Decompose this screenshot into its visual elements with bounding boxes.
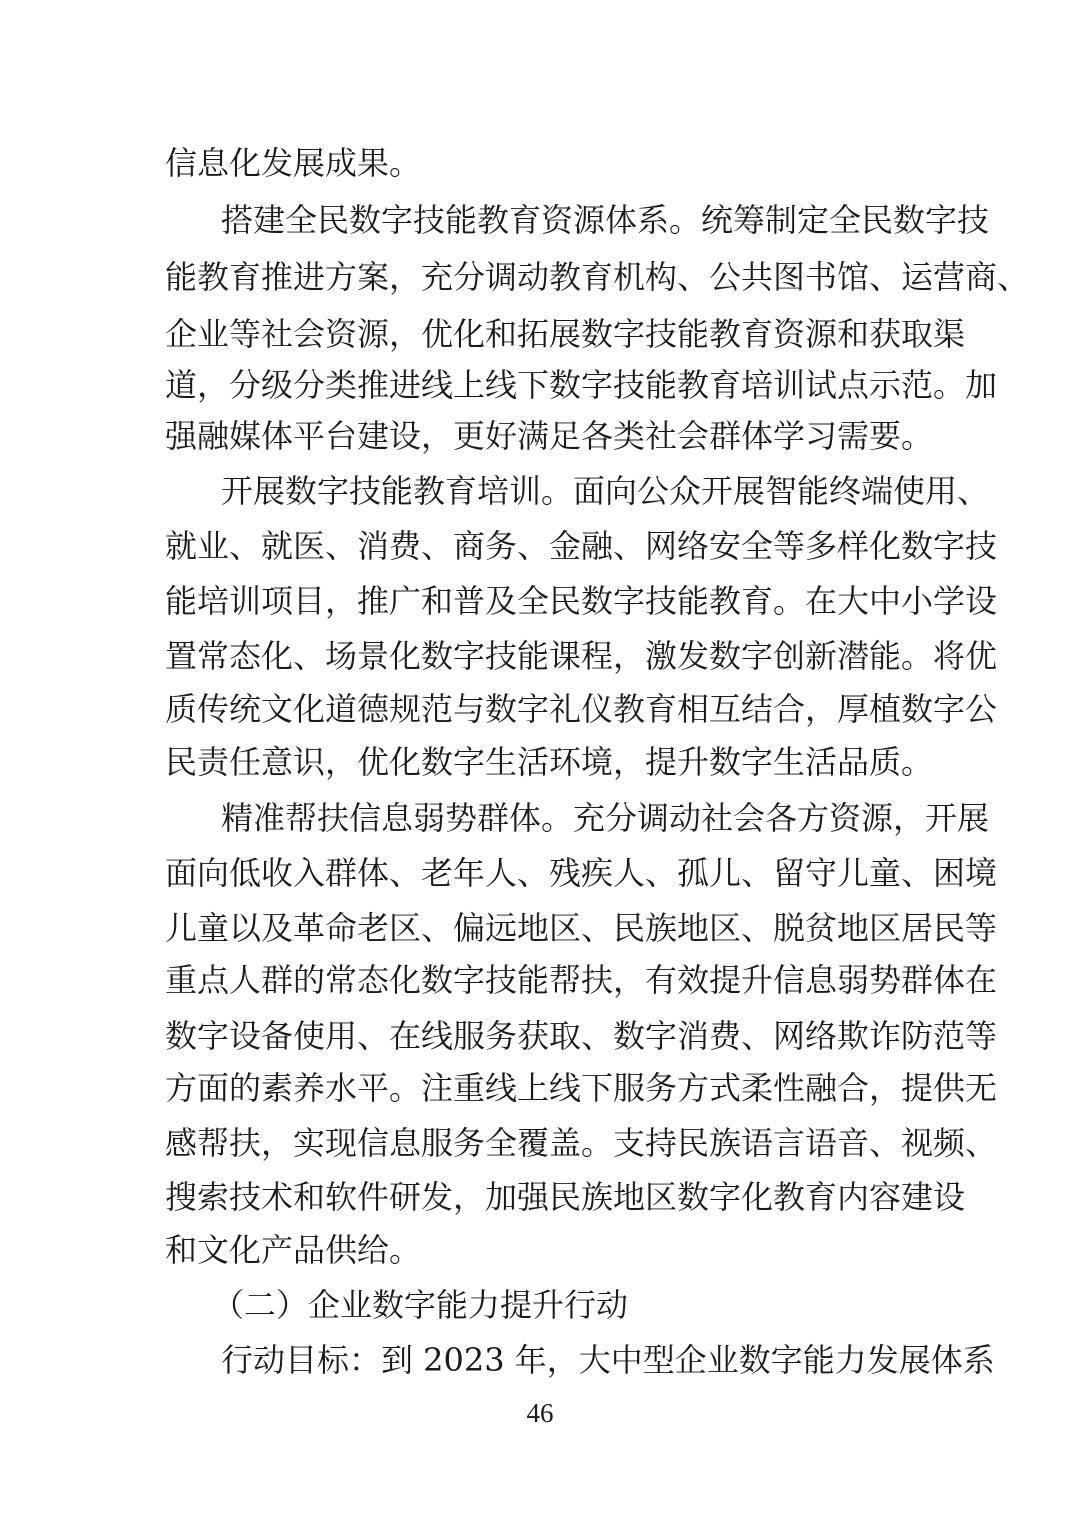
section-heading: （二）企业数字能力提升行动 [212, 1286, 629, 1324]
text-line: 能培训项目，推广和普及全民数字技能教育。在大中小学设 [165, 582, 998, 620]
text-line: 数字设备使用、在线服务获取、数字消费、网络欺诈防范等 [165, 1017, 998, 1055]
text-line: 能教育推进方案，充分调动教育机构、公共图书馆、运营商、 [165, 258, 1030, 296]
text-line: 置常态化、场景化数字技能课程，激发数字创新潜能。将优 [165, 637, 998, 675]
text-line: 搜索技术和软件研发，加强民族地区数字化教育内容建设 [165, 1178, 966, 1216]
text-line: 道，分级分类推进线上线下数字技能教育培训试点示范。加 [165, 366, 998, 404]
text-line: 信息化发展成果。 [165, 144, 422, 182]
text-line: 质传统文化道德规范与数字礼仪教育相互结合，厚植数字公 [165, 690, 998, 728]
text-line: 面向低收入群体、老年人、残疾人、孤儿、留守儿童、困境 [165, 854, 998, 892]
text-line: 行动目标：到 2023 年，大中型企业数字能力发展体系 [221, 1341, 995, 1379]
page-number: 46 [526, 1398, 554, 1428]
text-line: 强融媒体平台建设，更好满足各类社会群体学习需要。 [165, 417, 934, 455]
text-line: 企业等社会资源，优化和拓展数字技能教育资源和获取渠 [165, 315, 966, 353]
text-line: 精准帮扶信息弱势群体。充分调动社会各方资源，开展 [221, 799, 990, 837]
text-line: 搭建全民数字技能教育资源体系。统筹制定全民数字技 [221, 201, 990, 239]
text-line: 感帮扶，实现信息服务全覆盖。支持民族语言语音、视频、 [165, 1124, 998, 1162]
text-line: 民责任意识，优化数字生活环境，提升数字生活品质。 [165, 743, 934, 781]
text-line: 儿童以及革命老区、偏远地区、民族地区、脱贫地区居民等 [165, 909, 998, 947]
text-line: 和文化产品供给。 [165, 1231, 422, 1269]
text-line: 就业、就医、消费、商务、金融、网络安全等多样化数字技 [165, 527, 998, 565]
text-line: 重点人群的常态化数字技能帮扶，有效提升信息弱势群体在 [165, 961, 998, 999]
text-line: 开展数字技能教育培训。面向公众开展智能终端使用、 [221, 472, 990, 510]
text-line: 方面的素养水平。注重线上线下服务方式柔性融合，提供无 [165, 1069, 998, 1107]
